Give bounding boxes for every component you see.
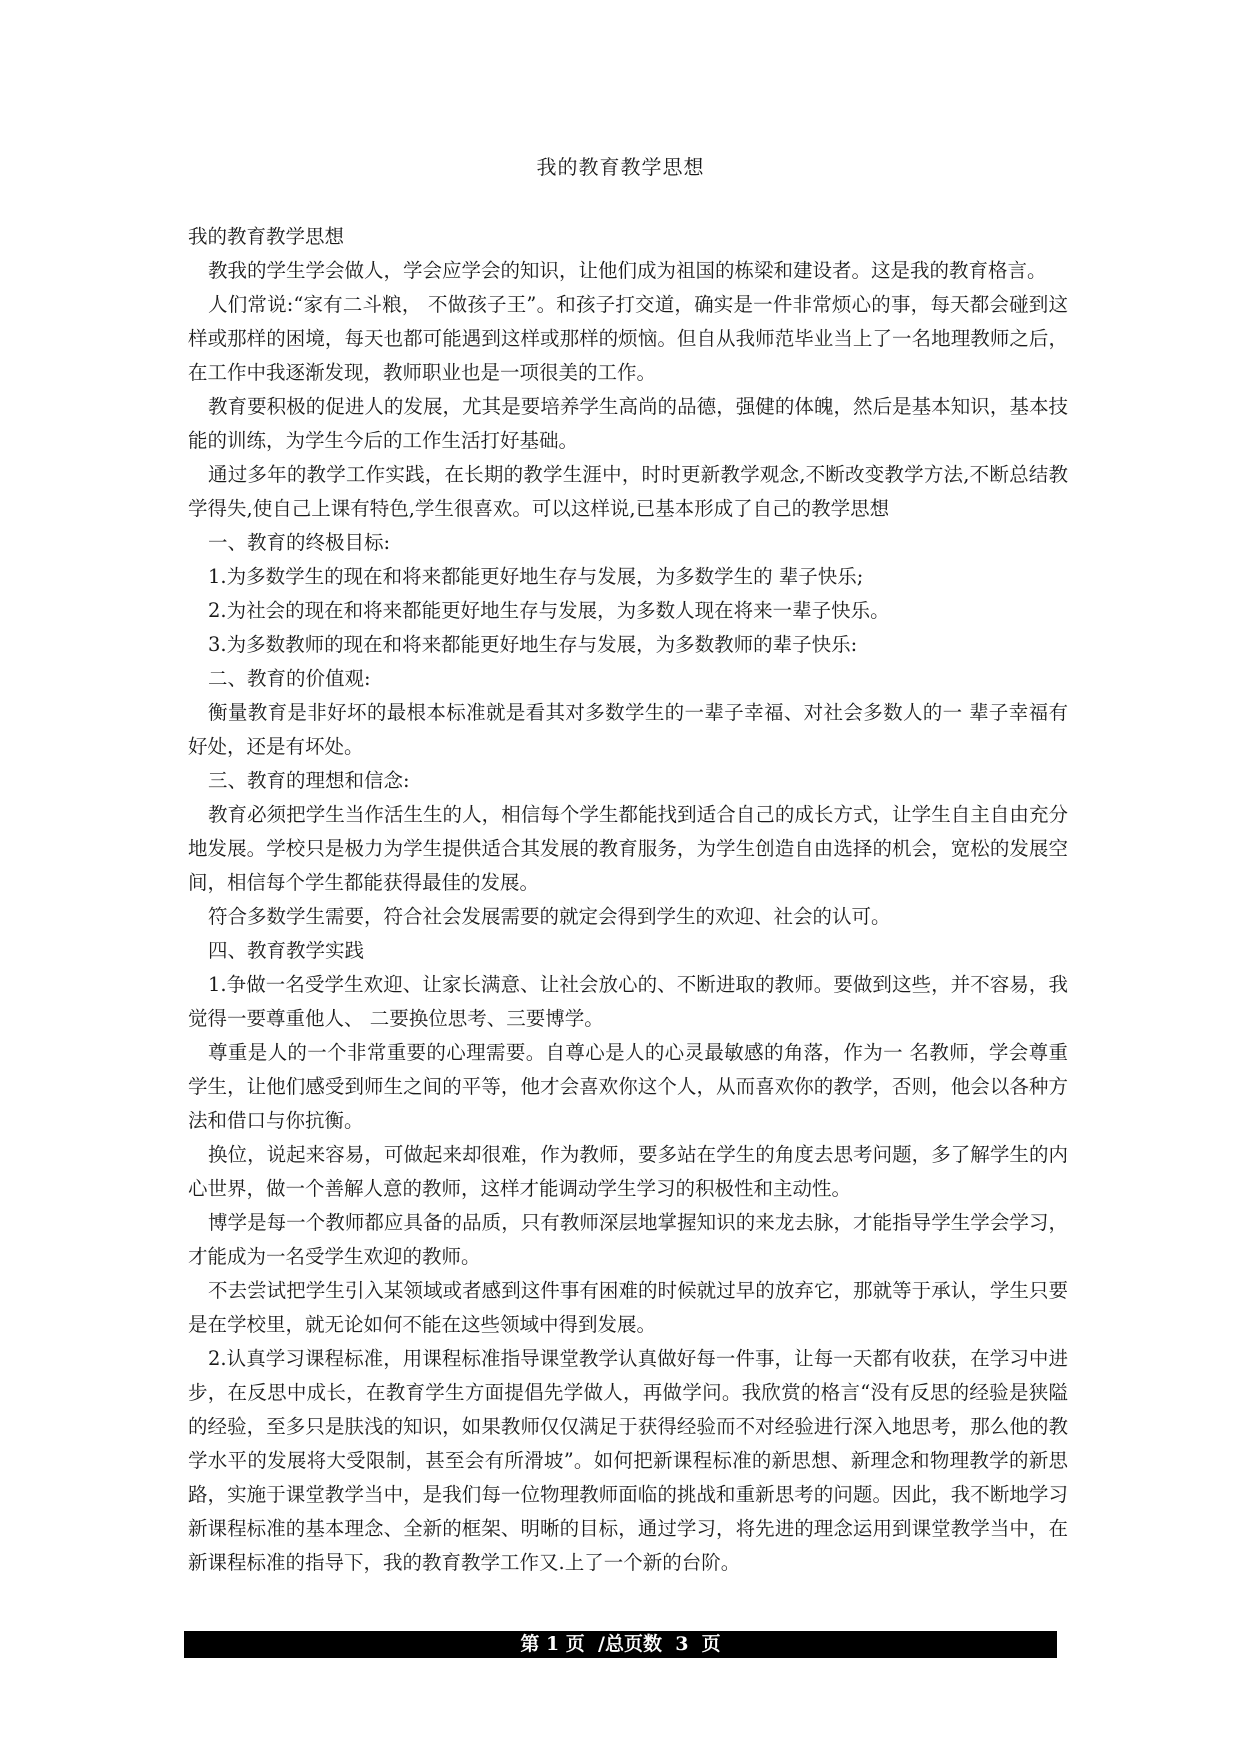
body-paragraph: 四、教育教学实践 bbox=[208, 939, 365, 962]
body-paragraph: 2.为社会的现在和将来都能更好地生存与发展，为多数人现在将来一辈子快乐。 bbox=[208, 599, 890, 622]
body-paragraph: 教育必须把学生当作活生生的人，相信每个学生都能找到适合自己的成长方式，让学生自主自由充分地发展。学校只是极力为学生提供适合其发展的教育服务，为学生创造自由选择的机会，宽松的发展空间，相信每个学生都能获得最佳的发展。 bbox=[188, 803, 1068, 894]
body-paragraph: 不去尝试把学生引入某领域或者感到这件事有困难的时候就过早的放弃它，那就等于承认，学生只要是在学校里，就无论如何不能在这些领域中得到发展。 bbox=[188, 1279, 1068, 1336]
body-paragraph: 3.为多数教师的现在和将来都能更好地生存与发展，为多数教师的辈子快乐: bbox=[208, 633, 858, 656]
body-paragraph: 衡量教育是非好坏的最根本标准就是看其对多数学生的一辈子幸福、对社会多数人的一 辈子幸福有好处，还是有坏处。 bbox=[188, 701, 1068, 758]
body-paragraph: 二、教育的价值观: bbox=[208, 667, 371, 690]
body-paragraph: 一、教育的终极目标: bbox=[208, 531, 391, 554]
page-footer: 第 1 页 /总页数 3 页 bbox=[184, 1631, 1057, 1658]
body-paragraph: 教育要积极的促进人的发展，尤其是要培养学生高尚的品德，强健的体魄，然后是基本知识，基本技能的训练，为学生今后的工作生活打好基础。 bbox=[188, 395, 1068, 452]
body-paragraph: 1.争做一名受学生欢迎、让家长满意、让社会放心的、不断进取的教师。要做到这些，并不容易，我觉得一要尊重他人、 二要换位思考、三要博学。 bbox=[188, 973, 1068, 1030]
body-paragraph: 符合多数学生需要，符合社会发展需要的就定会得到学生的欢迎、社会的认可。 bbox=[208, 905, 891, 928]
document-heading: 我的教育教学思想 bbox=[188, 225, 345, 248]
body-paragraph: 尊重是人的一个非常重要的心理需要。自尊心是人的心灵最敏感的角落，作为一 名教师，学会尊重学生，让他们感受到师生之间的平等，他才会喜欢你这个人，从而喜欢你的教学，否则，他会以各种方法和借口与你抗衡。 bbox=[188, 1041, 1068, 1132]
body-paragraph: 1.为多数学生的现在和将来都能更好地生存与发展，为多数学生的 辈子快乐; bbox=[208, 565, 864, 588]
body-paragraph: 换位，说起来容易，可做起来却很难，作为教师，要多站在学生的角度去思考问题，多了解学生的内心世界，做一个善解人意的教师，这样才能调动学生学习的积极性和主动性。 bbox=[188, 1143, 1068, 1200]
body-paragraph: 三、教育的理想和信念: bbox=[208, 769, 410, 792]
body-paragraph: 人们常说:“家有二斗粮， 不做孩子王”。和孩子打交道，确实是一件非常烦心的事，每天都会碰到这样或那样的困境，每天也都可能遇到这样或那样的烦恼。但自从我师范毕业当上了一名地理教师之后，在工作中我逐渐发现，教师职业也是一项很美的工作。 bbox=[188, 293, 1068, 384]
page-title: 我的教育教学思想 bbox=[536, 155, 705, 179]
body-paragraph: 博学是每一个教师都应具备的品质，只有教师深层地掌握知识的来龙去脉，才能指导学生学会学习，才能成为一名受学生欢迎的教师。 bbox=[188, 1211, 1068, 1268]
body-paragraph: 教我的学生学会做人，学会应学会的知识，让他们成为祖国的栋梁和建设者。这是我的教育格言。 bbox=[208, 259, 1047, 282]
body-paragraph: 2.认真学习课程标准，用课程标准指导课堂教学认真做好每一件事，让每一天都有收获，在学习中进步，在反思中成长，在教育学生方面提倡先学做人，再做学问。我欣赏的格言“没有反思的经验是狭隘的经验，至多只是肤浅的知识，如果教师仅仅满足于获得经验而不对经验进行深入地思考，那么他的教学水平的发展将大受限制，甚至会有所滑坡”。如何把新课程标准的新思想、新理念和物理教学的新思路，实施于课堂教学当中，是我们每一位物理教师面临的挑战和重新思考的问题。因此，我不断地学习新课程标准的基本理念、全新的框架、明晰的目标，通过学习，将先进的理念运用到课堂教学当中，在新课程标准的指导下，我的教育教学工作又.上了一个新的台阶。 bbox=[188, 1347, 1068, 1574]
document-body bbox=[188, 220, 1068, 1580]
body-paragraph: 通过多年的教学工作实践，在长期的教学生涯中，时时更新教学观念,不断改变教学方法,不断总结教学得失,使自己上课有特色,学生很喜欢。可以这样说,已基本形成了自己的教学思想 bbox=[188, 463, 1068, 520]
